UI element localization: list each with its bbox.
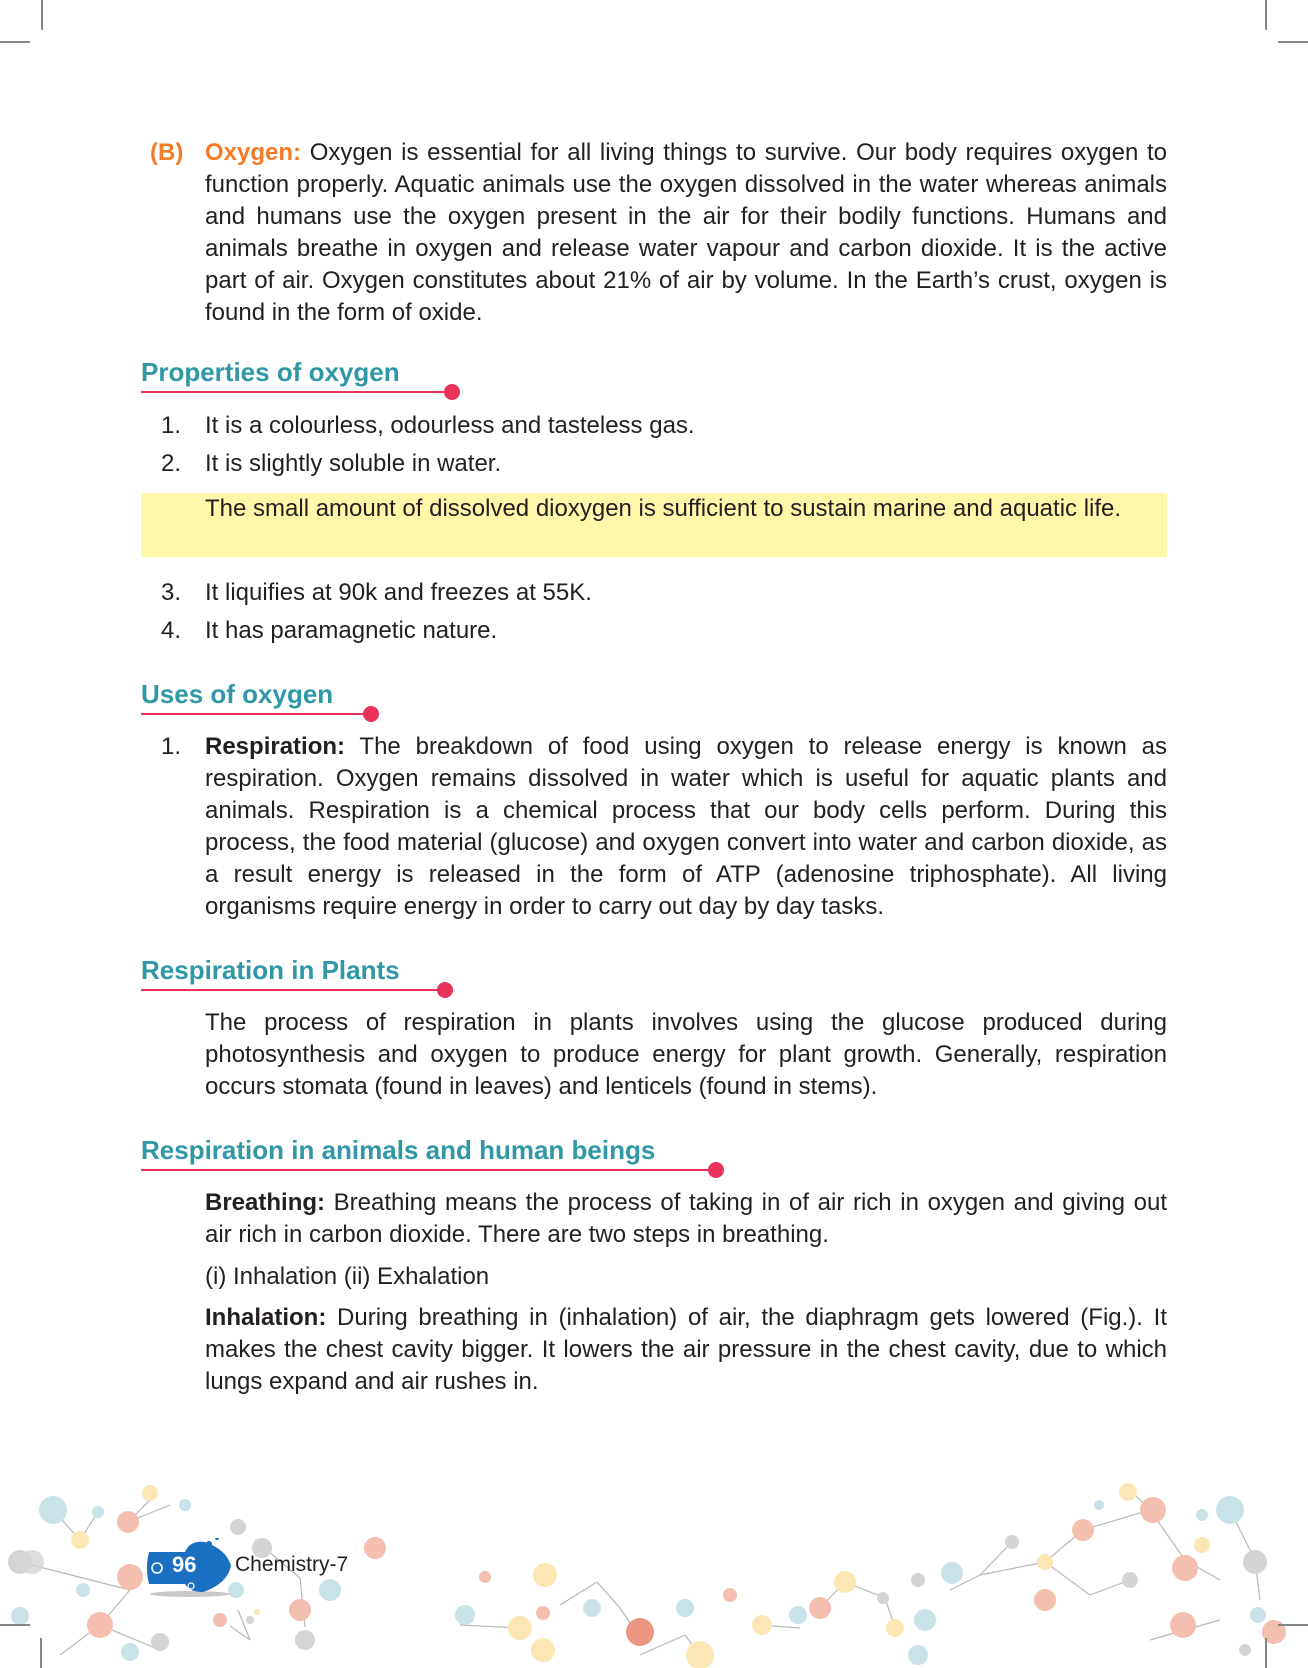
uses-heading: Uses of oxygen xyxy=(141,679,334,709)
properties-underline-dot xyxy=(444,384,460,400)
respiration-text: The breakdown of food using oxygen to release energy is known as respiration. Oxygen remains dissolved in water which is useful for aquatic plants and animals. Respiration is a chemical process that our body cells perform. During this process, the food material (glucose) and oxygen convert into water and carbon dioxide, as a result energy is released in the form of ATP (adenosine triphosphate). All living organisms require energy in order to carry out day by day tasks. xyxy=(205,733,1167,920)
highlight-note-text: The small amount of dissolved dioxygen is sufficient to sustain marine and aquatic life. xyxy=(205,495,1122,522)
page-number: 96 xyxy=(172,1552,197,1577)
crop-mark-top-left-v xyxy=(41,0,43,30)
breathing-steps: (i) Inhalation (ii) Exhalation xyxy=(205,1263,490,1290)
animals-underline-dot xyxy=(708,1162,724,1178)
breathing-text: Breathing means the process of taking in of air rich in oxygen and giving out air rich in carbon dioxide. There are two steps in breathing. xyxy=(205,1189,1167,1248)
crop-mark-top-right-h xyxy=(1278,41,1308,43)
crop-mark-top-left-h xyxy=(0,41,30,43)
plants-heading: Respiration in Plants xyxy=(141,955,400,985)
plants-paragraph: The process of respiration in plants involves using the glucose produced during photosynthesis and oxygen to produce energy for plant growth. Generally, respiration occurs stomata (found in leaves) and lenticels (found in stems). xyxy=(205,1009,1167,1100)
uses-item-1-number: 1. xyxy=(161,733,182,760)
breathing-term: Breathing: xyxy=(205,1189,325,1216)
book-title: Chemistry-7 xyxy=(235,1553,349,1576)
plants-underline xyxy=(141,989,441,991)
respiration-term: Respiration: xyxy=(205,733,346,760)
properties-heading: Properties of oxygen xyxy=(141,357,400,387)
oxygen-paragraph xyxy=(205,137,1167,329)
uses-underline xyxy=(141,713,366,715)
animals-heading: Respiration in animals and human beings xyxy=(141,1135,656,1165)
highlight-note xyxy=(141,493,1167,557)
uses-item-1 xyxy=(205,731,1167,923)
section-label-b: (B) xyxy=(150,139,184,166)
inhalation-term: Inhalation: xyxy=(205,1304,327,1331)
inhalation-paragraph xyxy=(205,1302,1167,1398)
oxygen-text: Oxygen is essential for all living things to survive. Our body requires oxygen to function properly. Aquatic animals use the oxygen dissolved in the water whereas animals and humans use the oxygen present in the air for their bodily functions. Humans and animals breathe in oxygen and release water vapour and carbon dioxide. It is the active part of air. Oxygen constitutes about 21% of air by volume. In the Earth’s crust, oxygen is found in the form of oxide. xyxy=(205,139,1167,326)
oxygen-term: Oxygen: xyxy=(205,139,302,166)
plants-underline-dot xyxy=(437,982,453,998)
crop-mark-top-right-v xyxy=(1265,0,1267,30)
animals-underline xyxy=(141,1169,711,1171)
uses-underline-dot xyxy=(363,706,379,722)
inhalation-text: During breathing in (inhalation) of air, the diaphragm gets lowered (Fig.). It makes the chest cavity bigger. It lowers the air pressure in the chest cavity, due to which lungs expand and air rushes in. xyxy=(205,1304,1167,1395)
breathing-paragraph xyxy=(205,1187,1167,1251)
properties-underline xyxy=(141,391,447,393)
